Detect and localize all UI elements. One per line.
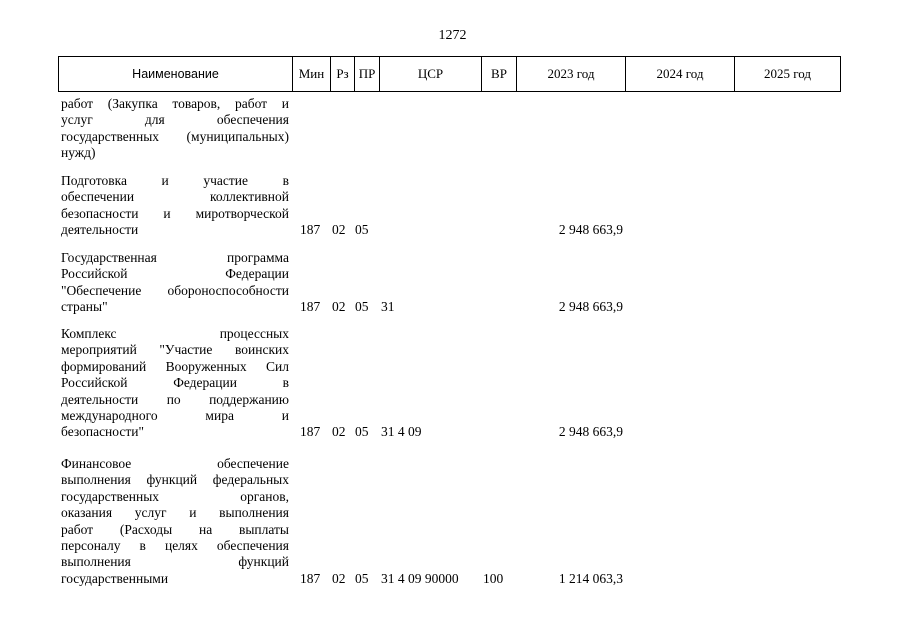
row-2023: 2 948 663,9 bbox=[558, 424, 623, 440]
row-rz: 02 bbox=[332, 424, 346, 440]
col-header-vr: ВР bbox=[482, 57, 517, 91]
row-pr: 05 bbox=[355, 424, 369, 440]
row-name bbox=[61, 250, 289, 316]
col-header-2023: 2023 год bbox=[517, 57, 626, 91]
row-name bbox=[61, 326, 289, 441]
row-name-line: Финансовое обеспечение bbox=[61, 456, 289, 471]
row-csr: 31 bbox=[381, 299, 395, 315]
row-name-line: деятельности по поддержанию bbox=[61, 391, 289, 407]
row-name-line: страны" bbox=[61, 299, 108, 315]
row-name-line: государственных органов, bbox=[61, 488, 289, 504]
row-name bbox=[61, 173, 289, 239]
row-name-line: услуг для обеспечения bbox=[61, 112, 289, 128]
row-name-line: безопасности" bbox=[61, 424, 144, 440]
row-csr: 31 4 09 90000 bbox=[381, 570, 459, 586]
row-rz: 02 bbox=[332, 570, 346, 586]
row-2023: 2 948 663,9 bbox=[558, 222, 623, 238]
col-header-2024: 2024 год bbox=[626, 57, 735, 91]
page-number: 1272 bbox=[438, 28, 467, 43]
row-pr: 05 bbox=[355, 222, 369, 238]
row-name-line: деятельности bbox=[61, 222, 139, 238]
row-name-line: Российской Федерации bbox=[61, 266, 289, 282]
row-name-line: Комплекс процессных bbox=[61, 326, 289, 341]
row-2023: 1 214 063,3 bbox=[558, 570, 623, 586]
row-name-line: безопасности и миротворческой bbox=[61, 205, 289, 221]
table-header bbox=[58, 56, 841, 92]
row-name-line: государственных (муниципальных) bbox=[61, 128, 289, 144]
row-name-line: "Обеспечение обороноспособности bbox=[61, 282, 289, 298]
row-name bbox=[61, 456, 289, 587]
row-name-line: нужд) bbox=[61, 145, 96, 161]
row-pr: 05 bbox=[355, 299, 369, 315]
col-header-2025: 2025 год bbox=[764, 66, 811, 81]
row-name-line: Подготовка и участие в bbox=[61, 173, 289, 188]
row-vr: 100 bbox=[483, 570, 504, 586]
col-header-rz: Рз bbox=[331, 57, 355, 91]
row-min: 187 bbox=[300, 222, 321, 238]
col-header-pr: ПР bbox=[355, 57, 380, 91]
row-rz: 02 bbox=[332, 222, 346, 238]
row-name-line: международного мира и bbox=[61, 407, 289, 423]
row-name-line: выполнения функций bbox=[61, 554, 289, 570]
row-name-line: работ (Закупка товаров, работ и bbox=[61, 96, 289, 111]
row-name-line: обеспечении коллективной bbox=[61, 189, 289, 205]
row-name-line: мероприятий "Участие воинских bbox=[61, 342, 289, 358]
row-name-line: персоналу в целях обеспечения bbox=[61, 537, 289, 553]
col-header-name: Наименование bbox=[59, 57, 293, 91]
row-min: 187 bbox=[300, 570, 321, 586]
row-name bbox=[61, 96, 289, 162]
row-min: 187 bbox=[300, 424, 321, 440]
row-min: 187 bbox=[300, 299, 321, 315]
row-name-line: государственными bbox=[61, 570, 169, 586]
row-name-line: оказания услуг и выполнения bbox=[61, 505, 289, 521]
row-2023: 2 948 663,9 bbox=[558, 299, 623, 315]
row-name-line: Российской Федерации в bbox=[61, 375, 289, 391]
col-header-csr: ЦСР bbox=[380, 57, 482, 91]
row-name-line: Государственная программа bbox=[61, 250, 289, 265]
row-name-line: формирований Вооруженных Сил bbox=[61, 358, 289, 374]
row-csr: 31 4 09 bbox=[381, 424, 422, 440]
row-name-line: работ (Расходы на выплаты bbox=[61, 521, 289, 537]
col-header-min: Мин bbox=[293, 57, 331, 91]
row-name-line: выполнения функций федеральных bbox=[61, 472, 289, 488]
row-pr: 05 bbox=[355, 570, 369, 586]
row-rz: 02 bbox=[332, 299, 346, 315]
